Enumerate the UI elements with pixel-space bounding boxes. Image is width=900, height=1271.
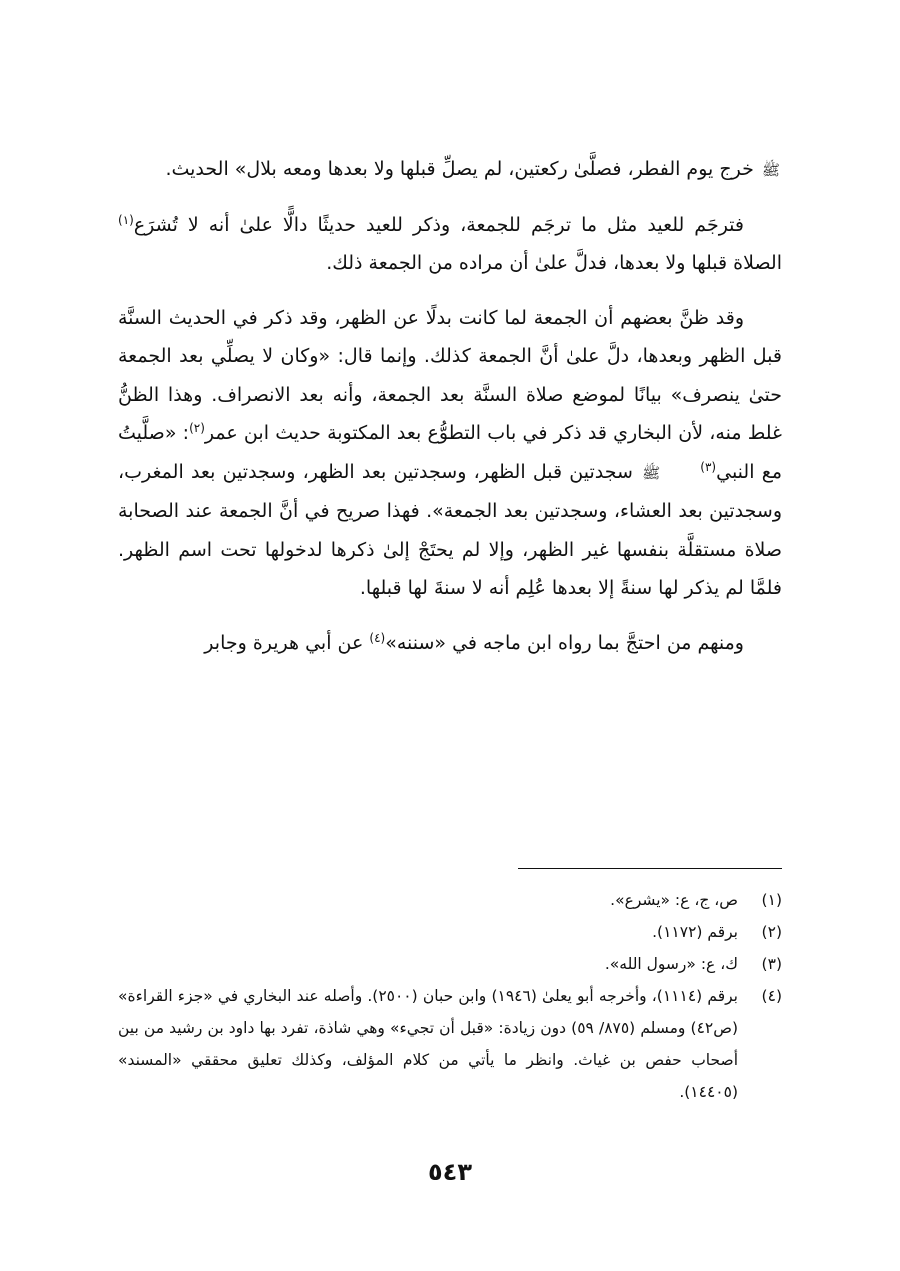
p2-text-b: الصلاة قبلها ولا بعدها، فدلَّ علىٰ أن مراده من الجمعة ذلك. (326, 252, 782, 274)
paragraph-4 (118, 624, 782, 663)
p3-text-c: سجدتين قبل الظهر، وسجدتين بعد الظهر، وسجدتين بعد المغرب، وسجدتين بعد العشاء، وسجدتين بعد الجمعة». فهذا صريح في أنَّ الجمعة عند الصحابة صلاة مستقلَّة بنفسها غير الظهر، وإلا لم يحتَجْ إلىٰ ذكرها لدخولها تحت اسم الظهر. فلمَّا لم يذكر لها سنةً إلا بعدها عُلِم أنه لا سنةَ لها قبلها. (118, 460, 782, 599)
p2-text-a: فترجَم للعيد مثل ما ترجَم للجمعة، وذكر للعيد حديثًا دالًّا علىٰ أنه لا تُشرَع (133, 213, 744, 236)
paragraph-3 (118, 299, 782, 608)
footnote-text: ص، ج، ع: «يشرع». (610, 891, 738, 909)
footnote-ref-1[interactable]: (١) (118, 212, 134, 227)
footnote-number: (٢) (761, 923, 782, 941)
p1-text: خرج يوم الفطر، فصلَّىٰ ركعتين، لم يصلِّ قبلها ولا بعدها ومعه بلال» الحديث. (165, 158, 760, 180)
footnote-ref-3[interactable]: (٣) (700, 459, 717, 474)
footnote-ref-2[interactable]: (٢) (189, 421, 205, 435)
p1-symbol: ﷺ (761, 161, 780, 179)
footnotes-section (118, 884, 782, 1108)
p3-text-a: وقد ظنَّ بعضهم أن الجمعة لما كانت بدلًا عن الظهر، وقد ذكر في الحديث السنَّة قبل الظهر وبعدها، دلَّ علىٰ أنَّ الجمعة كذلك. وإنما قال: «وكان لا يصلِّي بعد الجمعة حتىٰ ينصرف» بيانًا لموضع صلاة السنَّة بعد الجمعة، وأنه بعد الانصراف. وهذا الظنُّ غلط منه، لأن البخاري قد ذكر في باب التطوُّع بعد المكتوبة حديث ابن عمر (118, 306, 782, 444)
p4-text-b: عن أبي هريرة وجابر (204, 631, 370, 654)
p3-symbol: ﷺ (642, 463, 661, 482)
p3-text-b: : «صلَّيتُ مع النبي (118, 422, 782, 483)
footnote-2 (118, 916, 782, 948)
footnote-1 (118, 884, 782, 916)
footnote-text: برقم (١١٧٢). (652, 923, 738, 941)
footnote-number: (٣) (761, 955, 782, 973)
paragraph-1 (118, 150, 782, 190)
footnote-3 (118, 948, 782, 980)
paragraph-2 (118, 206, 782, 283)
p4-text-a: ومنهم من احتجَّ بما رواه ابن ماجه في «سننه» (385, 631, 744, 654)
footnote-separator (518, 868, 782, 869)
footnote-text: برقم (١١١٤)، وأخرجه أبو يعلىٰ (١٩٤٦) وابن حبان (٢٥٠٠). وأصله عند البخاري في «جزء القراءة» (ص٤٢) ومسلم (٨٧٥/ ٥٩) دون زيادة: «قبل أن تجيء» وهي شاذة، تفرد بها داود بن رشيد من بين أصحاب حفص بن غياث. وانظر ما يأتي من كلام المؤلف، وكذلك تعليق محققي «المسند» (١٤٤٠٥). (118, 987, 739, 1101)
footnote-number: (١) (761, 891, 782, 909)
main-text (118, 150, 782, 678)
footnote-number: (٤) (761, 987, 782, 1005)
page-number: ٥٤٣ (428, 1158, 472, 1186)
footnote-4 (118, 980, 782, 1108)
footnote-text: ك، ع: «رسول الله». (604, 955, 738, 973)
footnote-ref-4[interactable]: (٤) (369, 630, 386, 645)
